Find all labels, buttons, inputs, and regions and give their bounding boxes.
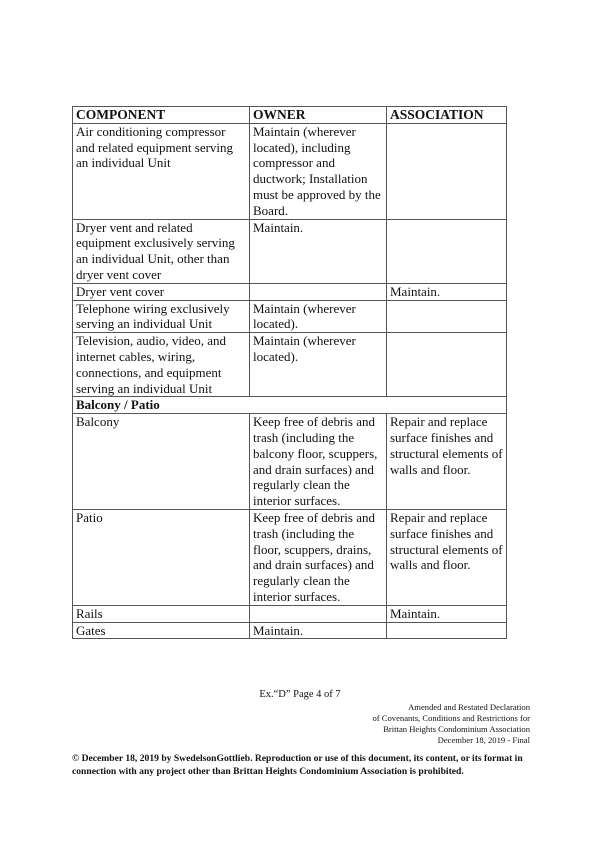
owner-cell: Maintain (wherever located), including compressor and ductwork; Installation must be approved by the Board. — [250, 123, 387, 219]
table-row — [73, 622, 507, 639]
owner-cell: Maintain (wherever located). — [250, 300, 387, 333]
header-association: ASSOCIATION — [387, 107, 507, 124]
amended-declaration-note — [372, 702, 530, 746]
component-cell: Dryer vent cover — [73, 283, 250, 300]
amended-line: Brittan Heights Condominium Association — [383, 724, 530, 734]
copyright-notice: © December 18, 2019 by SwedelsonGottlieb. Reproduction or use of this document, its content, or its format in connection with any project other than Brittan Heights Condominium Association is prohibited. — [72, 753, 523, 777]
page-number: Ex.“D” Page 4 of 7 — [259, 689, 341, 700]
table-row — [73, 333, 507, 397]
header-component: COMPONENT — [73, 107, 250, 124]
table-row — [73, 283, 507, 300]
header-owner: OWNER — [250, 107, 387, 124]
association-cell: Maintain. — [387, 605, 507, 622]
component-cell: Patio — [73, 509, 250, 605]
association-cell: Repair and replace surface finishes and structural elements of walls and floor. — [387, 414, 507, 510]
table-header-row — [73, 107, 507, 124]
association-cell — [387, 300, 507, 333]
table-row — [73, 414, 507, 510]
table-row — [73, 300, 507, 333]
component-cell: Television, audio, video, and internet cables, wiring, connections, and equipment serving an individual Unit — [73, 333, 250, 397]
component-cell: Rails — [73, 605, 250, 622]
association-cell — [387, 622, 507, 639]
association-cell — [387, 219, 507, 283]
association-cell: Maintain. — [387, 283, 507, 300]
table-row — [73, 509, 507, 605]
amended-line: Amended and Restated Declaration — [408, 702, 530, 712]
owner-cell: Keep free of debris and trash (including the balcony floor, scuppers, and drain surfaces) and regularly clean the interior surfaces. — [250, 414, 387, 510]
amended-line: December 18, 2019 - Final — [437, 735, 530, 745]
association-cell — [387, 333, 507, 397]
owner-cell: Maintain. — [250, 622, 387, 639]
table-row — [73, 219, 507, 283]
section-title: Balcony / Patio — [73, 397, 507, 414]
section-header-row — [73, 397, 507, 414]
component-cell: Air conditioning compressor and related equipment serving an individual Unit — [73, 123, 250, 219]
table-row — [73, 123, 507, 219]
owner-cell — [250, 283, 387, 300]
maintenance-table — [72, 106, 507, 639]
owner-cell — [250, 605, 387, 622]
owner-cell: Maintain. — [250, 219, 387, 283]
association-cell — [387, 123, 507, 219]
component-cell: Gates — [73, 622, 250, 639]
owner-cell: Maintain (wherever located). — [250, 333, 387, 397]
component-cell: Dryer vent and related equipment exclusively serving an individual Unit, other than dryer vent cover — [73, 219, 250, 283]
table-row — [73, 605, 507, 622]
component-cell: Telephone wiring exclusively serving an individual Unit — [73, 300, 250, 333]
amended-line: of Covenants, Conditions and Restrictions for — [372, 713, 530, 723]
component-cell: Balcony — [73, 414, 250, 510]
owner-cell: Keep free of debris and trash (including the floor, scuppers, drains, and drain surfaces) and regularly clean the interior surfaces. — [250, 509, 387, 605]
association-cell: Repair and replace surface finishes and structural elements of walls and floor. — [387, 509, 507, 605]
